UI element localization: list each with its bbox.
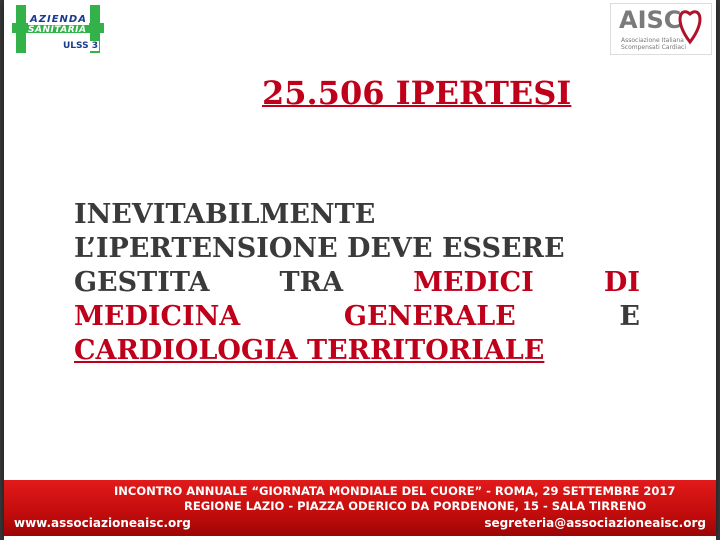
body-text: L’IPERTENSIONE DEVE ESSERE — [74, 233, 565, 264]
body-highlight-text: DI — [603, 267, 640, 298]
body-highlight-text: MEDICI — [413, 267, 534, 298]
body-highlight-text: MEDICINA — [74, 301, 241, 332]
body-line — [74, 232, 640, 266]
aisc-logo-subtitle: Associazione Italiana Scompensati Cardiaci — [621, 37, 687, 51]
body-line — [74, 334, 640, 368]
logo-text-azienda: AZIENDA — [30, 14, 87, 25]
footer-email-link[interactable]: segreteria@associazioneaisc.org — [484, 516, 706, 530]
logo-text-ulss: ULSS 3 — [63, 41, 98, 51]
footer-banner — [4, 480, 716, 536]
footer-event: INCONTRO ANNUALE “GIORNATA MONDIALE DEL CUORE” - ROMA, 29 SETTEMBRE 2017 — [114, 484, 676, 498]
footer-website-link[interactable]: www.associazioneaisc.org — [14, 516, 191, 530]
slide-title: 25.506 IPERTESI — [262, 74, 572, 112]
body-line — [74, 266, 640, 300]
body-text: E — [619, 301, 640, 332]
logo-text-sanitaria: SANITARIA — [28, 25, 87, 35]
azienda-sanitaria-logo — [12, 3, 108, 57]
aisc-logo — [610, 3, 712, 55]
body-text: INEVITABILMENTE — [74, 199, 376, 230]
slide — [4, 0, 716, 540]
body-highlight-text: GENERALE — [343, 301, 516, 332]
aisc-logo-letters: AISC — [619, 6, 682, 34]
body-line — [74, 300, 640, 334]
body-highlight-text: CARDIOLOGIA TERRITORIALE — [74, 335, 545, 366]
footer-venue: REGIONE LAZIO - PIAZZA ODERICO DA PORDENONE, 15 - SALA TIRRENO — [184, 499, 647, 513]
body-text: TRA — [279, 267, 344, 298]
body-text: GESTITA — [74, 267, 210, 298]
body-line — [74, 198, 640, 232]
slide-body — [74, 198, 640, 368]
